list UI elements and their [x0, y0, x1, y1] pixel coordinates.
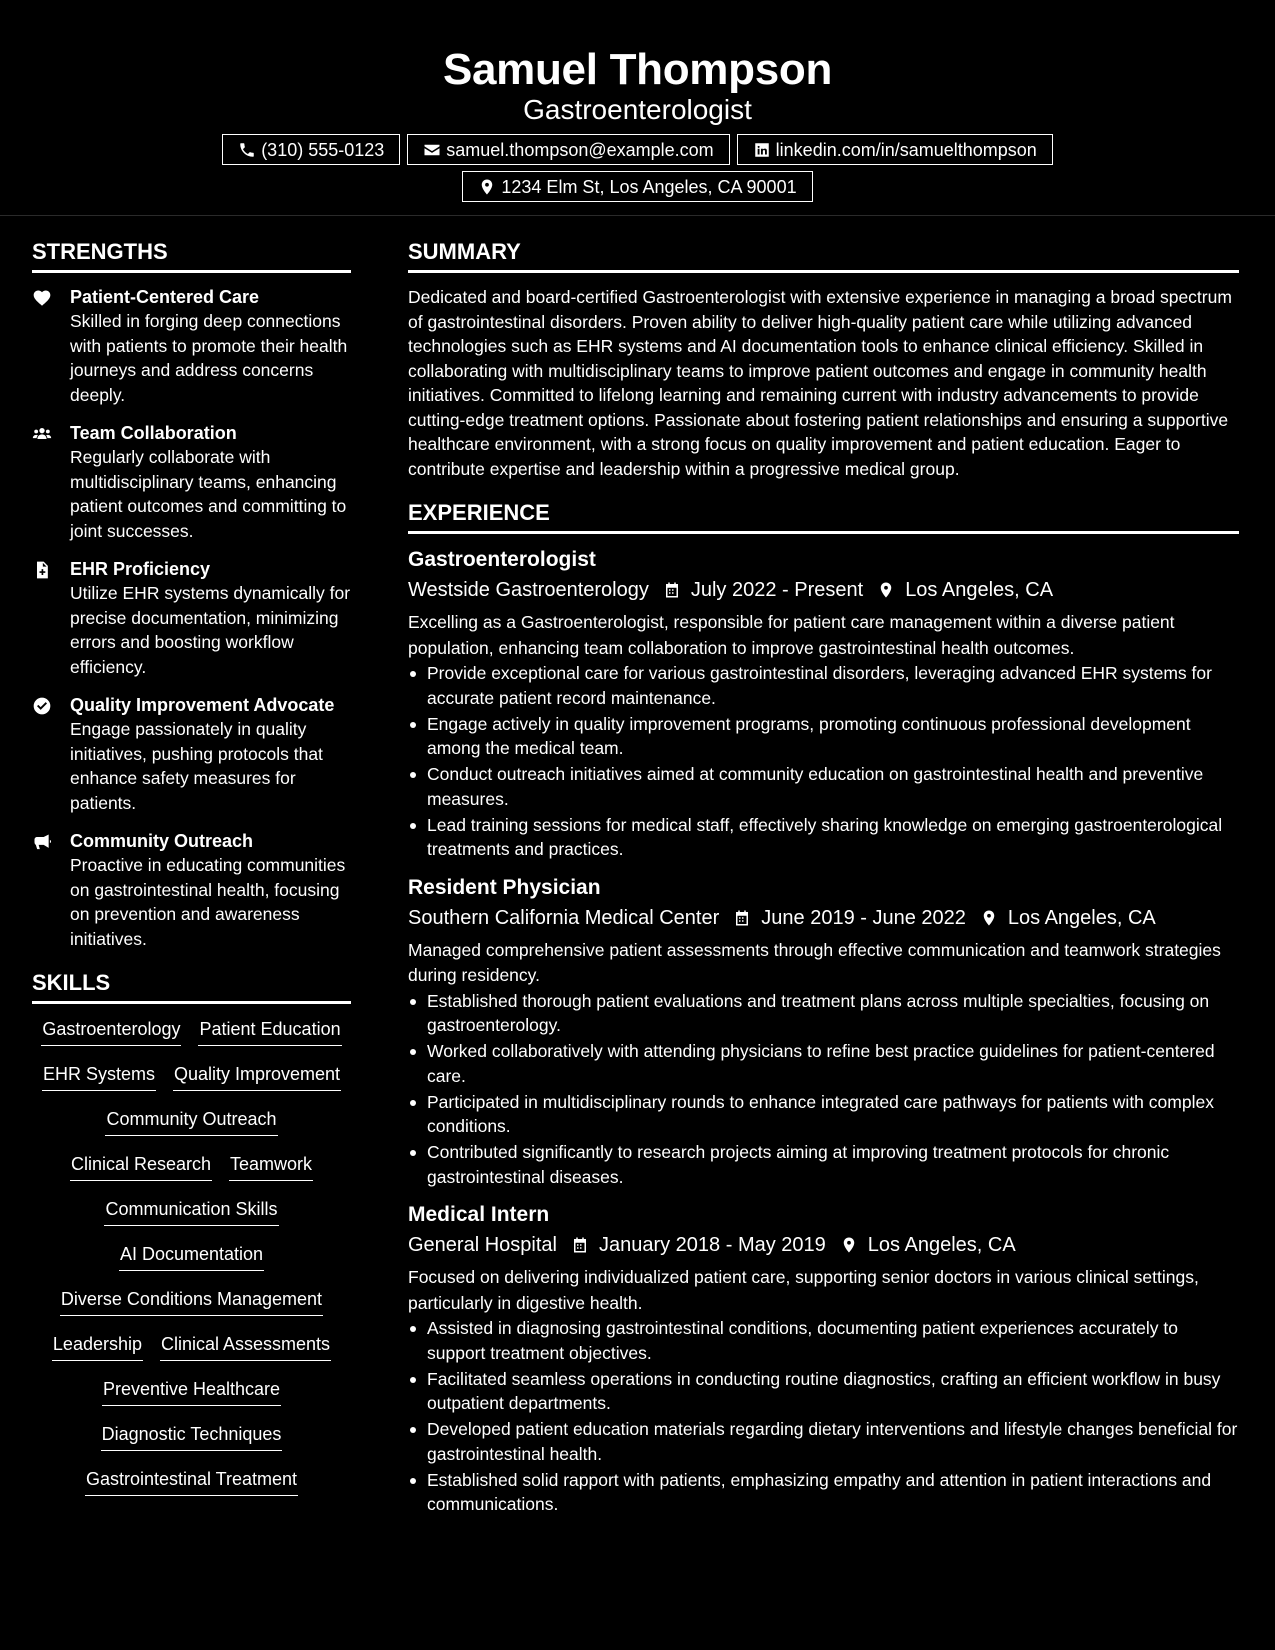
- job-dates: July 2022 - Present: [690, 579, 864, 601]
- strength-description: Utilize EHR systems dynamically for precise documentation, minimizing errors and boosting workflow efficiency.: [70, 583, 351, 677]
- strength-description: Skilled in forging deep connections with patients to promote their health journeys and address concerns deeply.: [70, 311, 348, 405]
- job-description: Managed comprehensive patient assessments through effective communication and teamwork strategies during residency.: [408, 939, 1221, 985]
- job-bullet: Developed patient education materials regarding dietary interventions and lifestyle changes beneficial for gastrointestinal health.: [408, 1417, 1239, 1466]
- summary-heading: SUMMARY: [408, 238, 1239, 273]
- job-description: Excelling as a Gastroenterologist, responsible for patient care management within a diverse patient population, enhancing team collaboration to improve gastrointestinal health outcomes.: [408, 612, 1175, 658]
- job-bullet: Conduct outreach initiatives aimed at community education on gastrointestinal health and preventive measures.: [408, 762, 1239, 811]
- resume-header: [0, 0, 1275, 216]
- job-title: Medical Intern: [408, 1203, 550, 1226]
- linkedin-icon: [753, 141, 771, 159]
- job-bullet: Provide exceptional care for various gastrointestinal disorders, leveraging advanced EHR systems for accurate patient record maintenance.: [408, 661, 1239, 710]
- calendar-icon: [663, 580, 681, 600]
- strength-item: [32, 421, 351, 543]
- skill-tag: EHR Systems: [42, 1061, 156, 1091]
- linkedin-text: linkedin.com/in/samuelthompson: [775, 139, 1037, 160]
- medical-file-icon: [32, 560, 52, 580]
- experience-heading: EXPERIENCE: [408, 499, 1239, 534]
- right-column: [408, 238, 1239, 1529]
- map-pin-icon: [980, 908, 998, 928]
- envelope-icon: [423, 141, 441, 159]
- skill-row: [32, 1061, 351, 1106]
- megaphone-icon: [32, 832, 52, 852]
- job-meta: [408, 574, 1239, 606]
- email-text: samuel.thompson@example.com: [446, 139, 714, 160]
- skill-row: [32, 1286, 351, 1331]
- job-company: Southern California Medical Center: [408, 906, 720, 929]
- strength-item: [32, 693, 351, 815]
- skill-row: [32, 1196, 351, 1241]
- skill-tag: Preventive Healthcare: [102, 1376, 281, 1406]
- skill-row: [32, 1106, 351, 1151]
- strength-title: Community Outreach: [70, 831, 254, 851]
- job-bullet: Assisted in diagnosing gastrointestinal conditions, documenting patient experiences accurately to support treatment objectives.: [408, 1316, 1239, 1365]
- experience-list: [408, 546, 1239, 1517]
- skill-tag: Community Outreach: [105, 1106, 277, 1136]
- address-contact: [462, 171, 812, 202]
- job-bullet: Established thorough patient evaluations and treatment plans across multiple specialties, focusing on gastroenterology.: [408, 989, 1239, 1038]
- job-bullets: [408, 1316, 1239, 1517]
- address-row: [0, 171, 1275, 202]
- job-bullet: Worked collaboratively with attending physicians to refine best practice guidelines for patient-centered care.: [408, 1039, 1239, 1088]
- strength-item: [32, 829, 351, 951]
- phone-contact[interactable]: [222, 134, 400, 165]
- job-bullets: [408, 661, 1239, 862]
- linkedin-contact[interactable]: [737, 134, 1053, 165]
- job-bullet: Engage actively in quality improvement programs, promoting continuous professional development among the medical team.: [408, 712, 1239, 761]
- skills-list: [32, 1016, 351, 1511]
- left-column: [32, 238, 351, 1511]
- skill-tag: Teamwork: [229, 1151, 313, 1181]
- job-entry: [408, 1201, 1239, 1517]
- strength-title: Team Collaboration: [70, 423, 237, 443]
- skill-tag: Leadership: [52, 1331, 143, 1361]
- job-entry: [408, 874, 1239, 1190]
- job-location: Los Angeles, CA: [867, 1234, 1016, 1256]
- skill-row: [32, 1331, 351, 1376]
- skill-tag: Patient Education: [198, 1016, 341, 1046]
- candidate-title: Gastroenterologist: [523, 94, 752, 125]
- skill-tag: Quality Improvement: [173, 1061, 341, 1091]
- skills-heading: SKILLS: [32, 969, 351, 1004]
- skill-tag: AI Documentation: [119, 1241, 264, 1271]
- skill-row: [32, 1376, 351, 1421]
- job-location: Los Angeles, CA: [905, 579, 1054, 601]
- phone-text: (310) 555-0123: [261, 139, 385, 160]
- job-meta: [408, 1229, 1239, 1261]
- skill-tag: Communication Skills: [104, 1196, 278, 1226]
- skill-tag: Diverse Conditions Management: [60, 1286, 323, 1316]
- skill-row: [32, 1421, 351, 1466]
- strength-title: Quality Improvement Advocate: [70, 695, 335, 715]
- job-bullet: Facilitated seamless operations in conducting routine diagnostics, crafting an efficient workflow in busy outpatient departments.: [408, 1367, 1239, 1416]
- strength-description: Engage passionately in quality initiatives, pushing protocols that enhance safety measures for patients.: [70, 719, 323, 813]
- job-location: Los Angeles, CA: [1007, 906, 1156, 929]
- candidate-name: Samuel Thompson: [442, 45, 833, 94]
- strength-description: Proactive in educating communities on gastrointestinal health, focusing on prevention and awareness initiatives.: [70, 855, 346, 949]
- calendar-icon: [733, 908, 751, 928]
- job-entry: [408, 546, 1239, 862]
- job-bullet: Established solid rapport with patients, emphasizing empathy and attention in patient interactions and communications.: [408, 1468, 1239, 1517]
- skill-tag: Gastrointestinal Treatment: [85, 1466, 298, 1496]
- contact-row: [0, 134, 1275, 165]
- summary-text: Dedicated and board-certified Gastroenterologist with extensive experience in managing a broad spectrum of gastrointestinal disorders. Proven ability to deliver high-quality patient care while utilizing advanced technologies such as EHR systems and AI documentation tools to enhance clinical efficiency. Skilled in collaborating with multidisciplinary teams to improve patient outcomes and engage in community health initiatives. Committed to lifelong learning and remaining current with industry advancements to provide cutting-edge treatment options. Passionate about fostering patient relationships and ensuring a supportive healthcare environment, with a strong focus on quality improvement and patient education. Eager to contribute expertise and leadership within a progressive medical group.: [408, 287, 1232, 479]
- map-pin-icon: [478, 178, 496, 196]
- skill-tag: Diagnostic Techniques: [101, 1421, 283, 1451]
- job-description: Focused on delivering individualized patient care, supporting senior doctors in various clinical settings, particularly in digestive health.: [408, 1267, 1199, 1313]
- check-circle-icon: [32, 696, 52, 716]
- skill-row: [32, 1466, 351, 1511]
- skill-row: [32, 1241, 351, 1286]
- phone-icon: [238, 141, 256, 159]
- skill-tag: Clinical Research: [70, 1151, 212, 1181]
- job-bullets: [408, 989, 1239, 1190]
- strength-item: [32, 285, 351, 407]
- job-company: Westside Gastroenterology: [408, 579, 649, 601]
- strength-title: EHR Proficiency: [70, 559, 211, 579]
- heart-icon: [32, 288, 52, 308]
- job-bullet: Contributed significantly to research projects aiming at improving treatment protocols for chronic gastrointestinal diseases.: [408, 1140, 1239, 1189]
- skill-row: [32, 1151, 351, 1196]
- job-dates: June 2019 - June 2022: [761, 906, 966, 929]
- strength-item: [32, 557, 351, 679]
- job-dates: January 2018 - May 2019: [598, 1234, 826, 1256]
- job-title: Gastroenterologist: [408, 548, 596, 571]
- calendar-icon: [571, 1235, 589, 1255]
- skill-tag: Clinical Assessments: [160, 1331, 331, 1361]
- users-icon: [32, 424, 52, 444]
- job-bullet: Participated in multidisciplinary rounds to enhance integrated care pathways for patients with complex conditions.: [408, 1090, 1239, 1139]
- job-title: Resident Physician: [408, 875, 601, 899]
- address-text: 1234 Elm St, Los Angeles, CA 90001: [501, 176, 797, 197]
- skill-row: [32, 1016, 351, 1061]
- skill-tag: Gastroenterology: [41, 1016, 181, 1046]
- job-company: General Hospital: [408, 1234, 557, 1256]
- strengths-heading: STRENGTHS: [32, 238, 351, 273]
- strength-title: Patient-Centered Care: [70, 287, 260, 307]
- map-pin-icon: [877, 580, 895, 600]
- job-bullet: Lead training sessions for medical staff, effectively sharing knowledge on emerging gastroenterological treatments and practices.: [408, 813, 1239, 862]
- map-pin-icon: [840, 1235, 858, 1255]
- email-contact[interactable]: [407, 134, 729, 165]
- job-meta: [408, 902, 1239, 934]
- strength-description: Regularly collaborate with multidisciplinary teams, enhancing patient outcomes and committing to joint successes.: [70, 447, 347, 541]
